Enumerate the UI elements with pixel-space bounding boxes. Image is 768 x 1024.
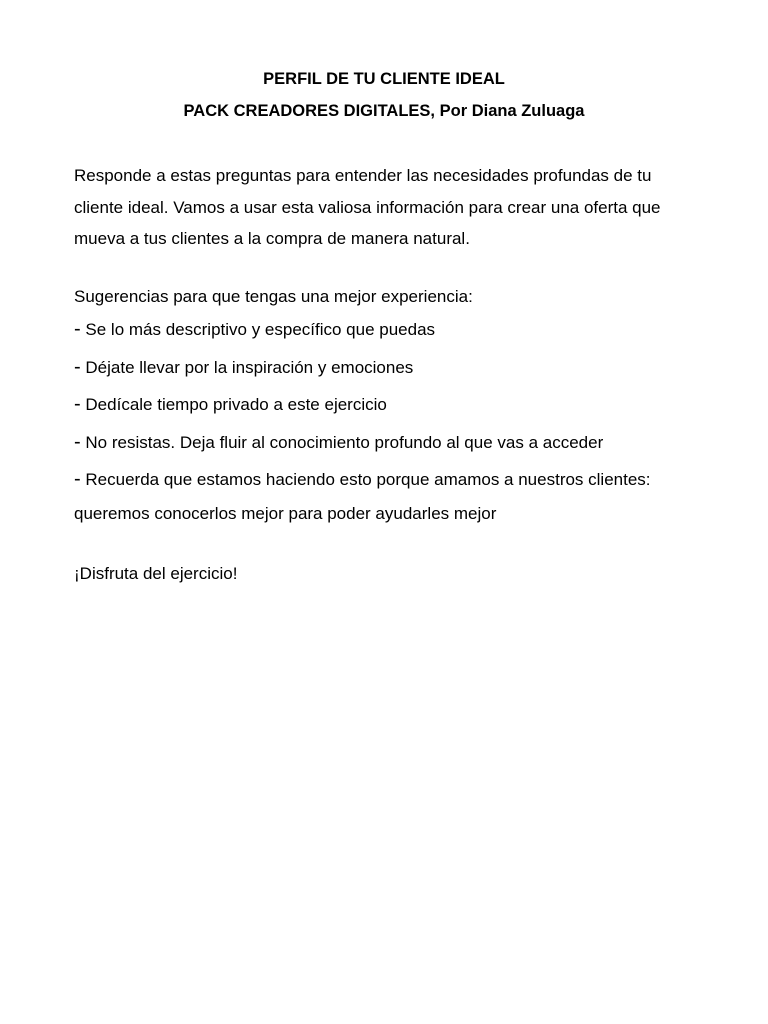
document-subtitle: PACK CREADORES DIGITALES, Por Diana Zuluaga (183, 102, 585, 120)
suggestion-text: Déjate llevar por la inspiración y emociones (85, 357, 414, 377)
suggestion-item (74, 355, 684, 380)
document-title: PERFIL DE TU CLIENTE IDEAL (263, 70, 505, 88)
bullet-dash: - (74, 468, 81, 490)
closing-line: ¡Disfruta del ejercicio! (74, 564, 238, 583)
suggestion-text: Recuerda que estamos haciendo esto porque amamos a nuestros clientes: queremos conocerlos mejor para poder ayudarles mejor (74, 470, 651, 523)
bullet-dash: - (74, 393, 81, 415)
suggestions-heading: Sugerencias para que tengas una mejor experiencia: (74, 287, 473, 306)
bullet-dash: - (74, 430, 81, 453)
suggestion-item (74, 462, 684, 531)
suggestion-text: Se lo más descriptivo y específico que puedas (85, 320, 436, 339)
suggestions-list (74, 317, 684, 544)
bullet-dash: - (74, 318, 81, 340)
bullet-dash: - (74, 355, 81, 378)
suggestion-item (74, 392, 684, 417)
intro-paragraph: Responde a estas preguntas para entender las necesidades profundas de tu cliente ideal. Vamos a usar esta valiosa información para crear una oferta que mueva a tus clientes a la compra de manera natural. (74, 166, 661, 248)
suggestion-item (74, 430, 684, 455)
suggestion-item (74, 317, 684, 342)
suggestion-text: Dedícale tiempo privado a este ejercicio (85, 395, 387, 414)
suggestion-text: No resistas. Deja fluir al conocimiento profundo al que vas a acceder (85, 432, 604, 452)
